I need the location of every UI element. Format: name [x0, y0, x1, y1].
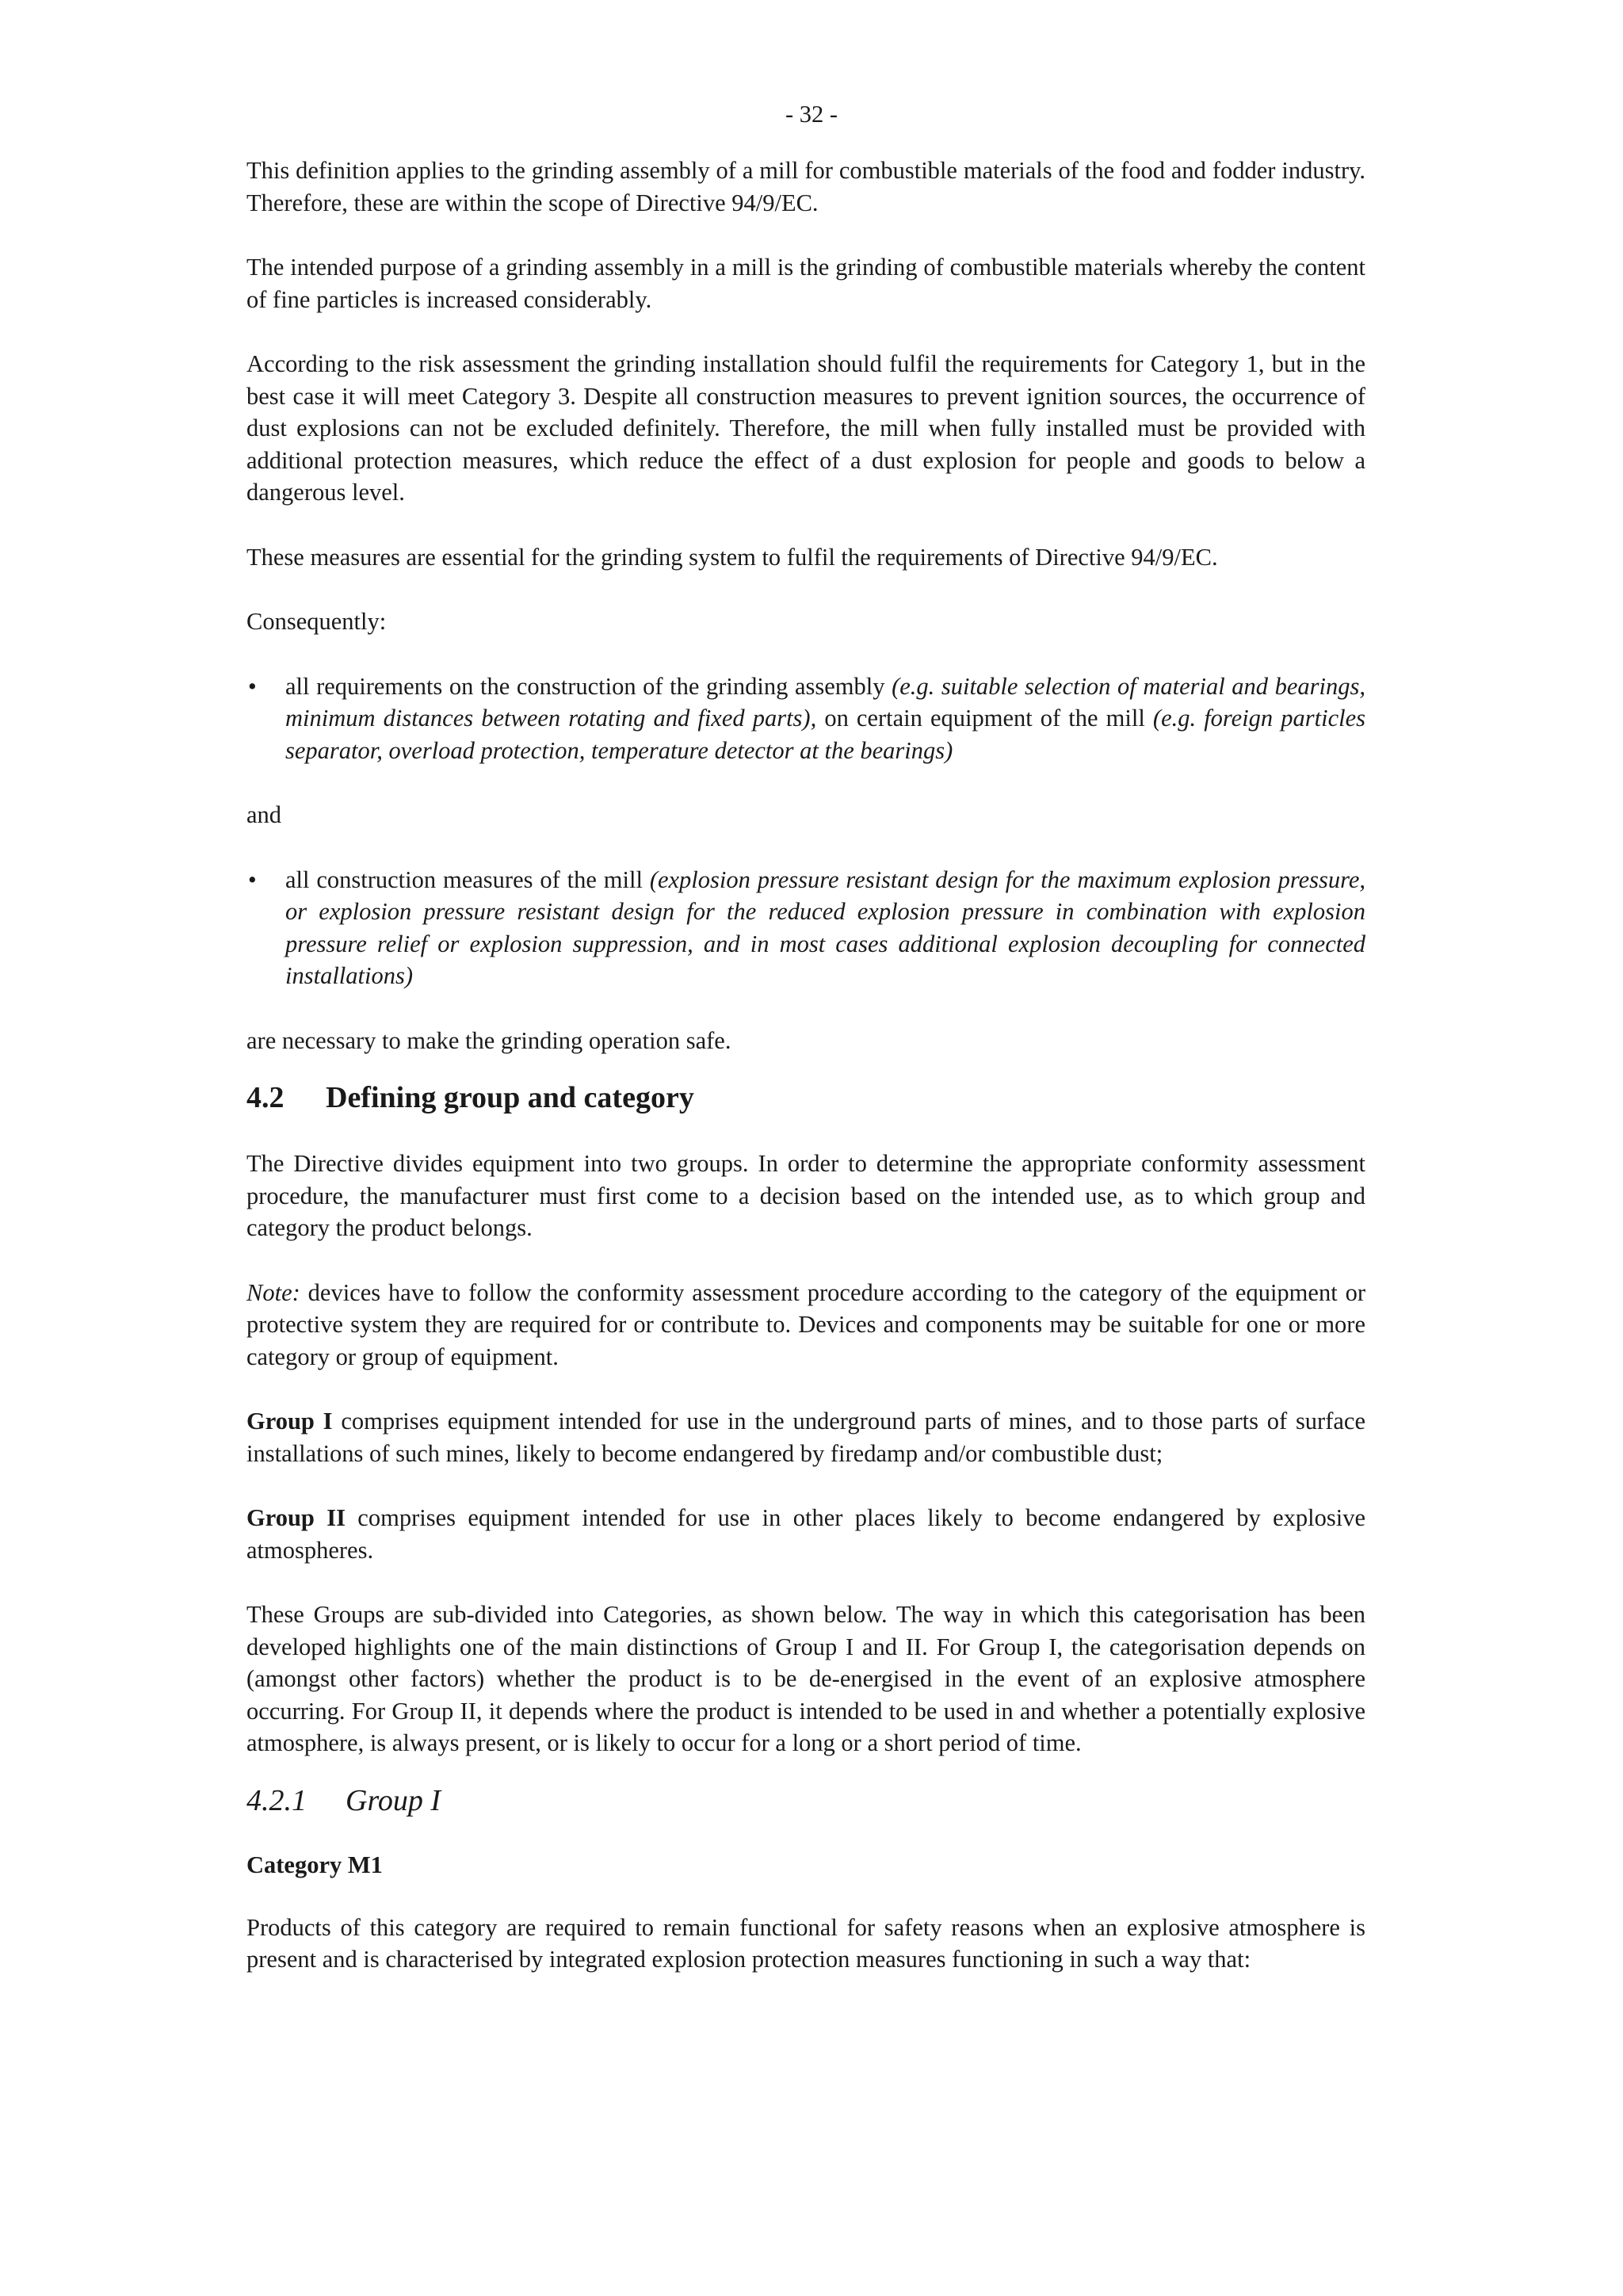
- note-label: Note:: [246, 1278, 300, 1306]
- paragraph-group-i: [246, 1405, 1365, 1469]
- section-number: 4.2.1: [246, 1783, 307, 1817]
- paragraph-intended-purpose: The intended purpose of a grinding assembly in a mill is the grinding of combustible materials whereby the content of fine particles is increased considerably.: [246, 254, 1365, 313]
- bullet-italic-example: (explosion pressure resistant design for the maximum explosion pressure, or explosion pressure resistant design for the reduced explosion pressure in combination with explosion pressure relief or explosion suppression, and in most cases additional explosion decoupling for connected installations): [285, 865, 1365, 989]
- paragraph-category-m1: Products of this category are required to remain functional for safety reasons when an explosive atmosphere is present and is characterised by integrated explosion protection measures functioning in such a way that:: [246, 1913, 1365, 1973]
- bullet-list-requirements: [246, 670, 1365, 767]
- bullet-italic-example: (e.g. suitable selection of material and bearings, minimum distances between rotating and fixed parts),: [285, 672, 1365, 732]
- bullet-marker: •: [248, 865, 257, 893]
- paragraph-closing: are necessary to make the grinding operation safe.: [246, 1026, 731, 1054]
- paragraph-consequently: Consequently:: [246, 608, 387, 635]
- category-heading-m1: Category M1: [246, 1851, 383, 1878]
- bullet-text: on certain equipment of the mill: [816, 705, 1153, 732]
- paragraph-group-ii: [246, 1502, 1365, 1566]
- paragraph-risk-assessment: According to the risk assessment the grinding installation should fulfil the requirements for Category 1, but in the best case it will meet Category 3. Despite all construction measures to prevent ignition sources, the occurrence of dust explosions can not be excluded definitely. Therefore, the mill when fully installed must be provided with additional protection measures, which reduce the effect of a dust explosion for people and goods to below a dangerous level.: [246, 350, 1365, 506]
- group-i-label: Group I: [246, 1408, 333, 1435]
- page-body: [246, 155, 1365, 2008]
- bullet-text: all requirements on the construction of the grinding assembly: [285, 672, 892, 700]
- note-text: devices have to follow the conformity assessment procedure according to the category of the equipment or protective system they are required for or contribute to. Devices and components may be suitable for one or more category or group of equipment.: [246, 1278, 1365, 1370]
- paragraph-essential-measures: These measures are essential for the grinding system to fulfil the requirements of Directive 94/9/EC.: [246, 543, 1218, 571]
- paragraph-scope: This definition applies to the grinding assembly of a mill for combustible materials of the food and fodder industry. Therefore, these are within the scope of Directive 94/9/EC.: [246, 157, 1365, 216]
- paragraph-categorisation: These Groups are sub-divided into Categories, as shown below. The way in which this categorisation has been developed highlights one of the main distinctions of Group I and II. For Group I, the categorisation depends on (amongst other factors) whether the product is to be de-energised in the event of an explosive atmosphere occurring. For Group II, it depends where the product is intended to be used in and whether a potentially explosive atmosphere, is always present, or is likely to occur for a long or a short period of time.: [246, 1601, 1365, 1756]
- paragraph-directive-groups: The Directive divides equipment into two groups. In order to determine the appropriate conformity assessment procedure, the manufacturer must first come to a decision based on the intended use, as to which group and category the product belongs.: [246, 1150, 1365, 1241]
- bullet-item-construction-requirements: [246, 670, 1365, 767]
- paragraph-note: [246, 1277, 1365, 1373]
- bullet-italic-example: (e.g. foreign particles separator, overload protection, temperature detector at the bearings): [285, 705, 1365, 764]
- section-title: Group I: [346, 1783, 441, 1817]
- bullet-marker: •: [248, 672, 257, 700]
- section-title: Defining group and category: [326, 1081, 694, 1114]
- paragraph-and: and: [246, 801, 282, 828]
- section-heading-4-2-1: [246, 1783, 1365, 1818]
- bullet-list-measures: [246, 864, 1365, 992]
- bullet-text: all construction measures of the mill: [285, 865, 650, 893]
- page-number: - 32 -: [785, 101, 838, 128]
- bullet-item-construction-measures: [246, 864, 1365, 992]
- section-heading-4-2: [246, 1080, 1365, 1115]
- group-i-text: comprises equipment intended for use in the underground parts of mines, and to those parts of surface installations of such mines, likely to become endangered by firedamp and/or combustible dust;: [246, 1408, 1365, 1467]
- group-ii-label: Group II: [246, 1504, 346, 1531]
- group-ii-text: comprises equipment intended for use in other places likely to become endangered by explosive atmospheres.: [246, 1504, 1365, 1564]
- section-number: 4.2: [246, 1081, 285, 1114]
